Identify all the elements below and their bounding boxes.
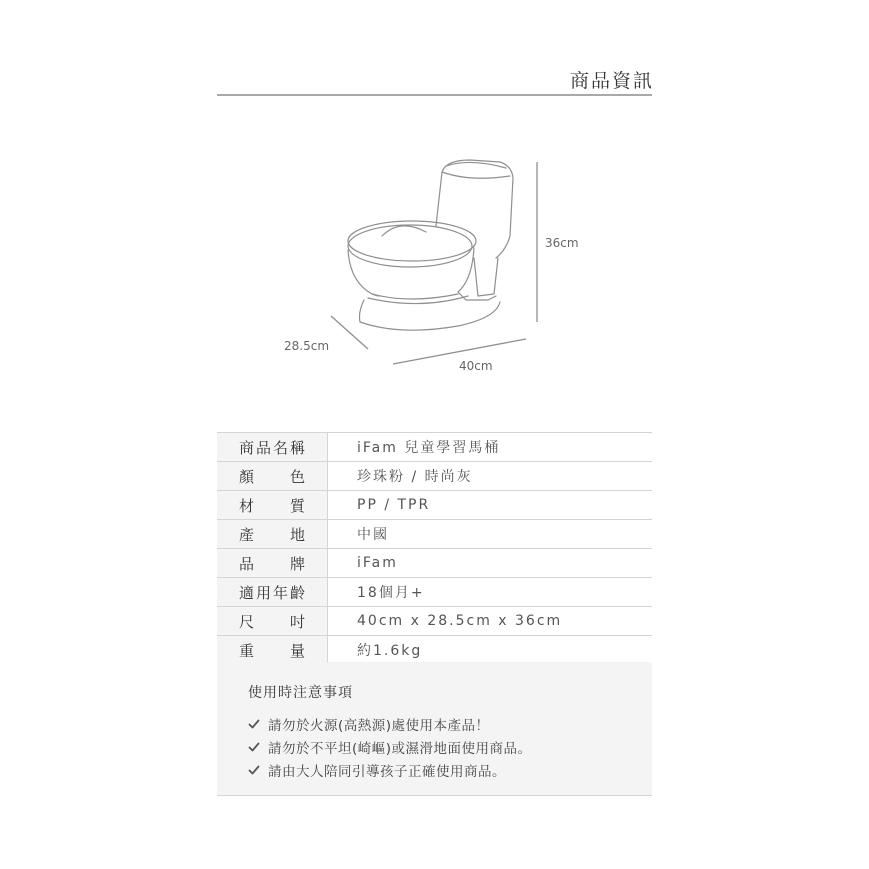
spec-label: 材質 [239, 496, 305, 515]
toilet-back-support [474, 258, 498, 296]
depth-dimension-line [331, 316, 368, 349]
usage-note-text: 請勿於火源(高熱源)處使用本產品！ [268, 717, 490, 734]
width-dimension-label: 40cm [459, 359, 493, 373]
toilet-base [360, 300, 501, 330]
table-row [217, 462, 652, 491]
spec-label-cell [217, 433, 328, 462]
check-icon [248, 718, 260, 730]
spec-label-cell [217, 491, 328, 520]
spec-value: 珍珠粉 / 時尚灰 [328, 462, 653, 491]
toilet-tank-lid [446, 162, 506, 168]
spec-label-cell [217, 578, 328, 607]
usage-notes-list [248, 712, 532, 781]
table-row [217, 491, 652, 520]
usage-notes-title: 使用時注意事項 [248, 685, 353, 701]
list-item [248, 712, 532, 735]
spec-label-cell [217, 636, 328, 665]
toilet-tank-outline [436, 160, 513, 258]
spec-value: iFam [328, 549, 653, 578]
spec-value: iFam 兒童學習馬桶 [328, 433, 653, 462]
table-row [217, 636, 652, 665]
usage-notes-box [217, 662, 652, 796]
spec-label: 商品名稱 [239, 438, 305, 457]
usage-note-text: 請由大人陪同引導孩子正確使用商品。 [268, 763, 506, 780]
toilet-bowl-rim [372, 294, 458, 299]
table-row [217, 549, 652, 578]
spec-label-cell [217, 607, 328, 636]
spec-label: 品牌 [239, 554, 305, 573]
page-title: 商品資訊 [569, 70, 654, 92]
height-dimension-label: 36cm [545, 236, 579, 250]
table-row [217, 520, 652, 549]
depth-dimension-label: 28.5cm [284, 339, 330, 353]
table-row [217, 578, 652, 607]
usage-note-text: 請勿於不平坦(崎嶇)或濕滑地面使用商品。 [268, 740, 532, 757]
toilet-pedestal [458, 292, 496, 300]
spec-label: 適用年齡 [239, 583, 305, 602]
product-dimension-drawing [270, 150, 600, 390]
spec-label: 尺吋 [239, 612, 305, 631]
list-item [248, 735, 532, 758]
spec-label-cell [217, 549, 328, 578]
spec-table [217, 432, 652, 665]
list-item [248, 758, 532, 781]
spec-value: 18個月+ [328, 578, 653, 607]
check-icon [248, 741, 260, 753]
toilet-base-top [368, 296, 468, 304]
toilet-tank-top [442, 172, 510, 178]
spec-value: 中國 [328, 520, 653, 549]
spec-label: 重量 [239, 641, 305, 660]
spec-label-cell [217, 462, 328, 491]
spec-value: PP / TPR [328, 491, 653, 520]
table-row [217, 607, 652, 636]
spec-value: 40cm x 28.5cm x 36cm [328, 607, 653, 636]
table-row [217, 433, 652, 462]
spec-value: 約1.6kg [328, 636, 653, 665]
check-icon [248, 764, 260, 776]
spec-label: 產地 [239, 525, 305, 544]
spec-label: 顏色 [239, 467, 305, 486]
title-divider [217, 94, 652, 96]
spec-label-cell [217, 520, 328, 549]
toilet-lid-handle [382, 226, 426, 236]
